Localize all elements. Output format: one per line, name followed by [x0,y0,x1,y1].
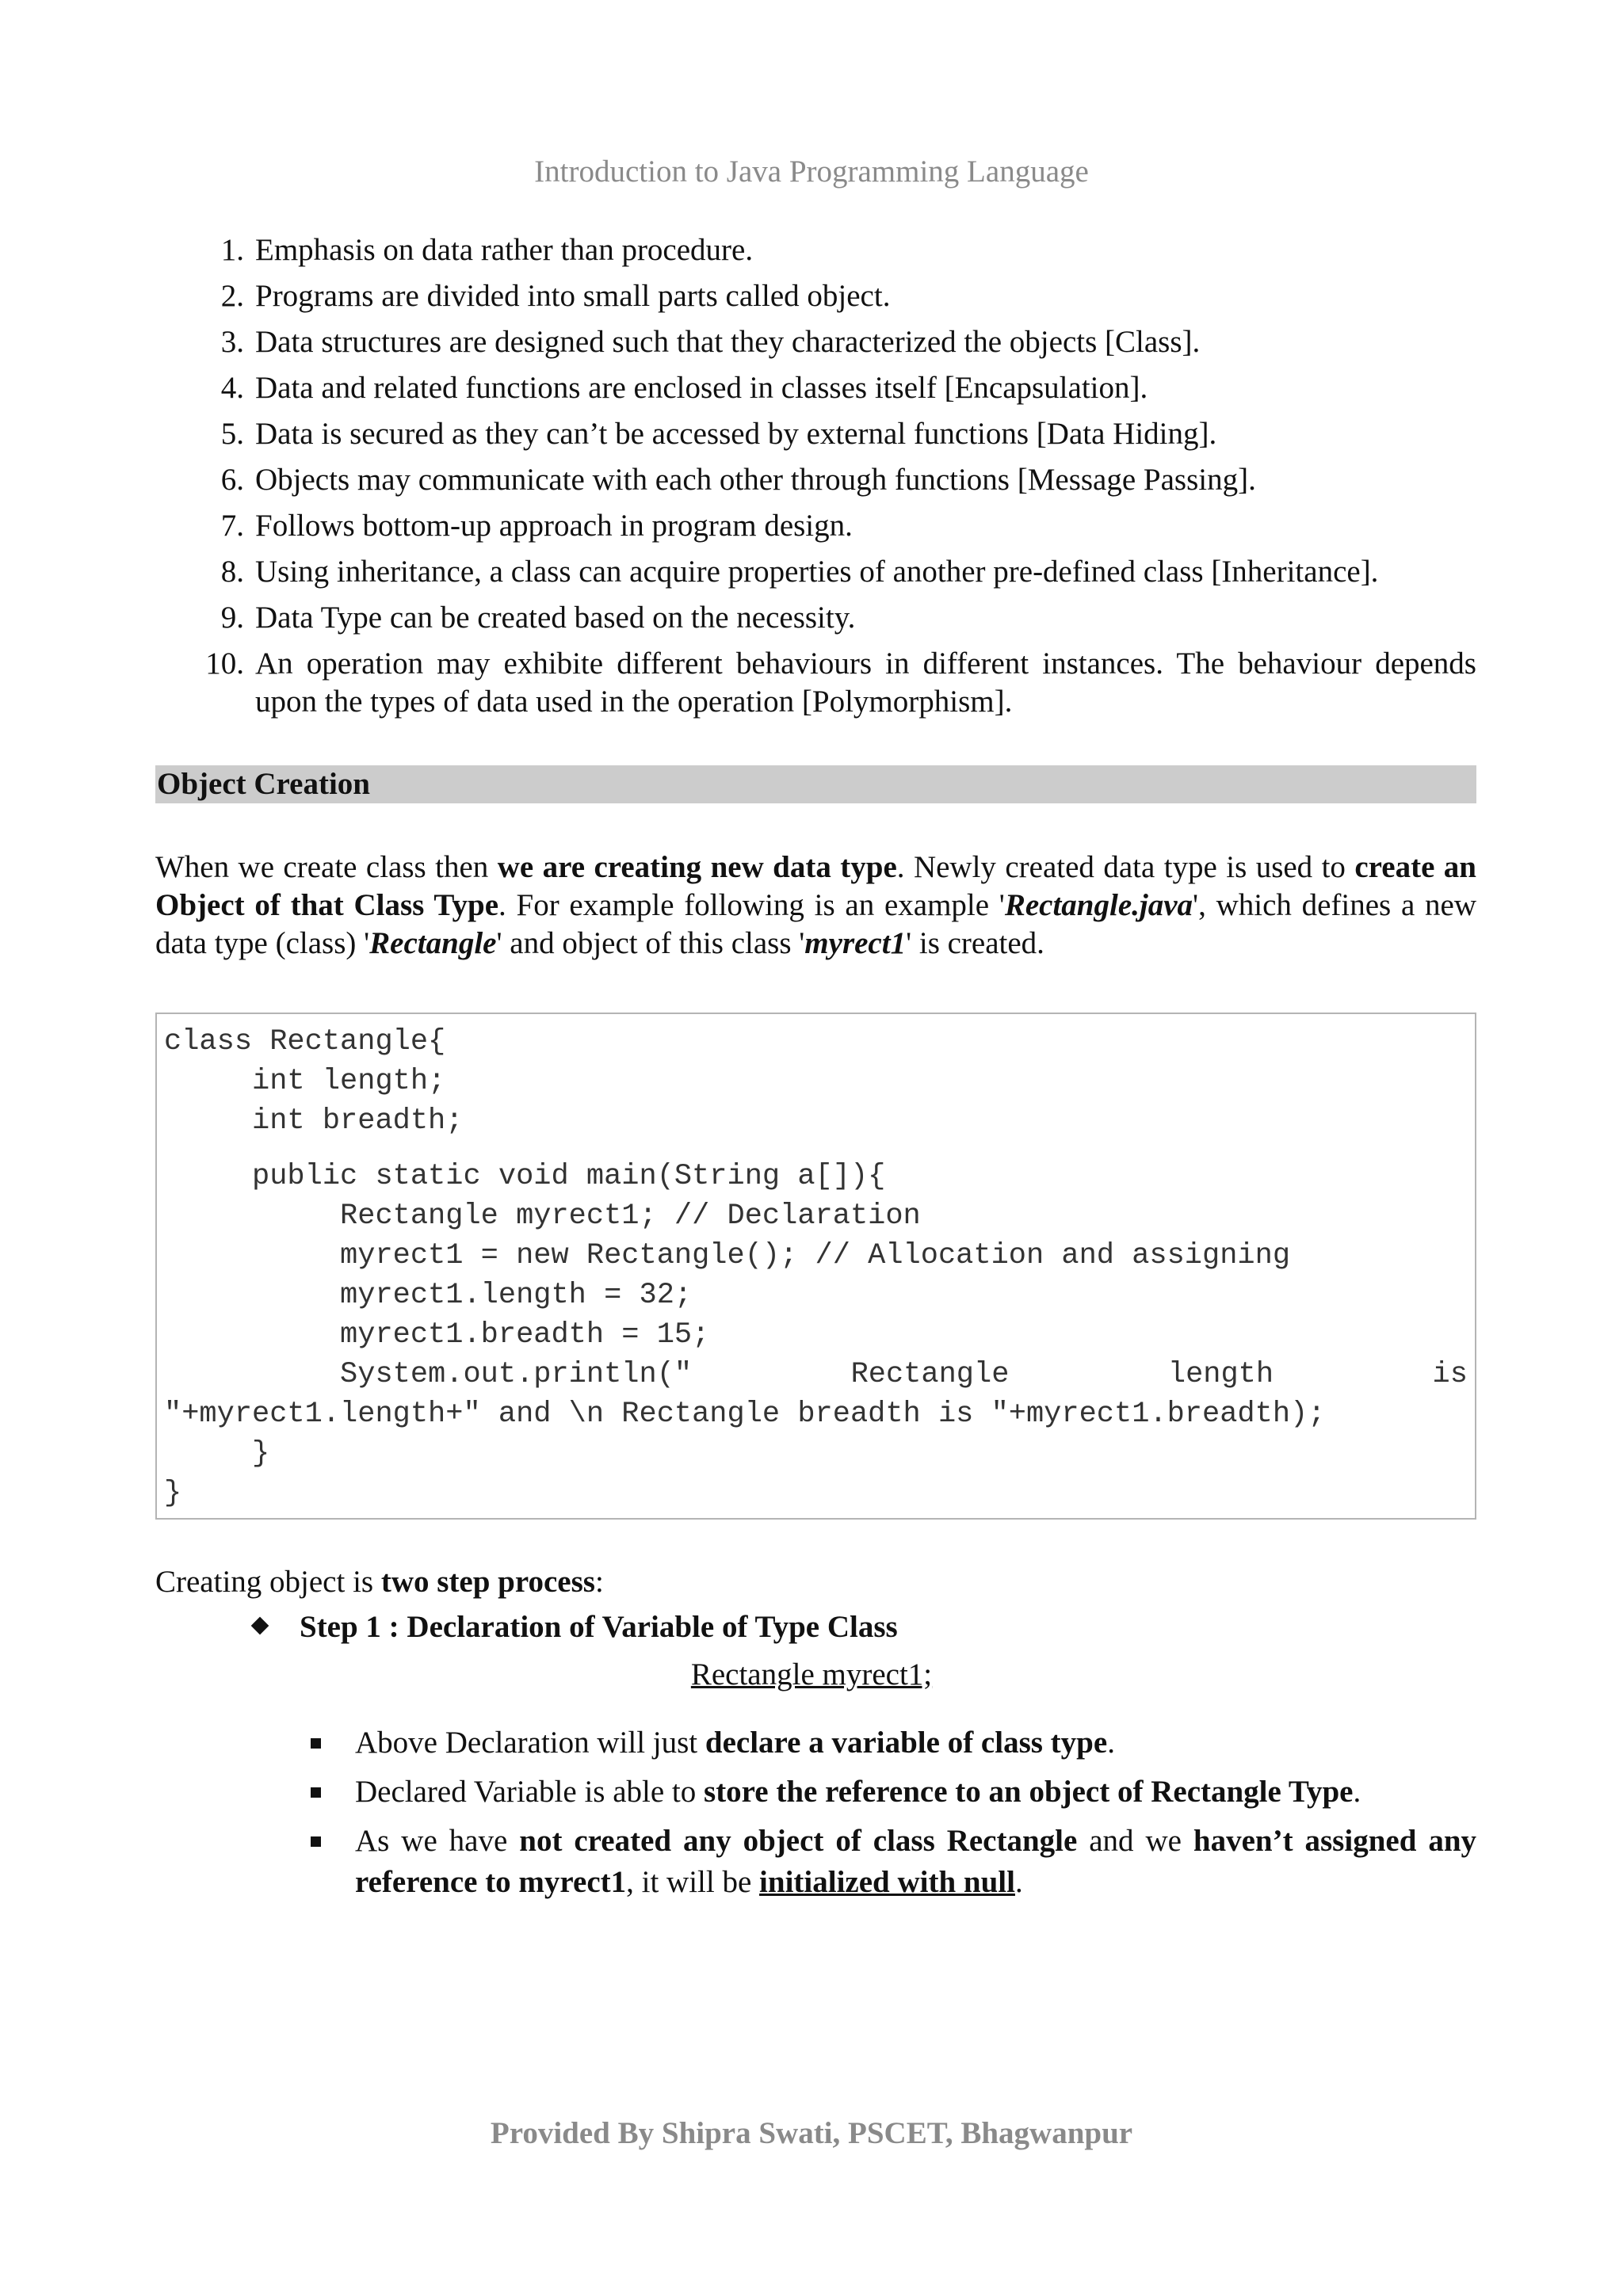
list-item-text: Data is secured as they can’t be accessed by external functions [Data Hiding]. [255,417,1217,451]
text-run: . [1107,1726,1115,1760]
code-token: System.out.println(" [164,1358,693,1391]
list-item [155,461,1476,499]
bold-text: declare a variable of class type [705,1726,1108,1760]
list-number: 10. [205,646,244,681]
text-run: Creating object is [155,1565,381,1599]
code-line [164,1355,1468,1394]
list-item-text: An operation may exhibite different behaviours in different instances. The behaviour depends upon the types of data used in the operation [Polymorphism]. [255,646,1476,719]
bullet-list [306,1722,1476,1911]
square-bullet-icon [311,1836,321,1847]
process-paragraph [155,1563,604,1601]
list-number: 1. [220,233,244,267]
code-line: } [164,1477,182,1510]
square-bullet-icon [311,1738,321,1749]
list-item [155,507,1476,545]
list-item [155,553,1476,591]
list-item [155,645,1476,721]
bold-italic-text: Rectangle.java [1004,888,1193,922]
list-item [306,1722,1476,1764]
bold-text: not created any object of class Rectangle [519,1824,1078,1858]
list-item [306,1821,1476,1903]
text-run: . Newly created data type is used to [896,850,1355,884]
feature-list [155,231,1476,729]
list-item [306,1772,1476,1813]
list-item [155,323,1476,361]
code-line: } [164,1437,270,1470]
list-item-text: Data structures are designed such that they characterized the objects [Class]. [255,325,1201,359]
list-item [155,277,1476,315]
text-run: . [1014,1865,1023,1899]
list-item [155,599,1476,637]
list-item-text: Using inheritance, a class can acquire properties of another pre-defined class [Inheritance]. [255,555,1379,589]
list-item [155,231,1476,269]
code-token: Rectangle [850,1358,1010,1391]
text-run: Above Declaration will just [355,1726,705,1760]
list-number: 9. [220,601,244,635]
bold-text: two step process [380,1565,595,1599]
step-title: Step 1 : Declaration of Variable of Type Class [300,1610,898,1644]
bold-underlined-text: initialized with null [759,1865,1015,1899]
list-item-text: Follows bottom-up approach in program design. [255,509,853,543]
text-run: , it will be [626,1865,760,1899]
text-run: ' and object of this class ' [496,926,805,960]
text-run: Declared Variable is able to [355,1775,705,1809]
list-number: 7. [220,509,244,543]
list-item-text: Data and related functions are enclosed in classes itself [Encapsulation]. [255,371,1148,405]
list-item-text: Objects may communicate with each other through functions [Message Passing]. [255,463,1256,497]
list-number: 6. [220,463,244,497]
list-item [155,415,1476,453]
bold-italic-text: Rectangle [369,926,497,960]
code-line: "+myrect1.length+" and \n Rectangle breadth is "+myrect1.breadth); [164,1398,1326,1431]
text-run: and we [1077,1824,1193,1858]
code-line: int length; [164,1065,446,1098]
bold-text: haven’t assigned any reference to myrect1 [355,1824,1477,1899]
text-run: : [594,1565,604,1599]
bold-italic-text: myrect1 [804,926,907,960]
list-number: 5. [220,417,244,451]
code-line: myrect1.breadth = 15; [164,1318,710,1352]
bold-text: create an Object of that Class Type [155,850,1476,922]
step-heading [254,1608,898,1646]
text-run: ', which defines a new data type (class) ' [155,888,1477,960]
square-bullet-icon [311,1787,321,1798]
text-run: When we create class then [155,850,498,884]
code-line: myrect1 = new Rectangle(); // Allocation and assigning [164,1239,1291,1272]
code-line: public static void main(String a[]){ [164,1160,886,1193]
list-number: 4. [220,371,244,405]
code-token: length [1167,1358,1274,1391]
list-item-text: Emphasis on data rather than procedure. [255,233,754,267]
list-number: 3. [220,325,244,359]
declaration-example: Rectangle myrect1; [690,1657,933,1691]
text-run: . [1353,1775,1361,1809]
code-line: myrect1.length = 32; [164,1279,693,1312]
code-line: class Rectangle{ [164,1025,446,1058]
bold-text: store the reference to an object of Rectangle Type [704,1775,1354,1809]
list-item-text: Data Type can be created based on the necessity. [255,601,856,635]
code-line: int breadth; [164,1104,464,1138]
list-number: 2. [220,279,244,313]
list-item [155,369,1476,407]
intro-paragraph [155,849,1476,963]
section-heading: Object Creation [155,765,1476,803]
bold-text: we are creating new data type [497,850,897,884]
text-run: . For example following is an example ' [498,888,1005,922]
page-header: Introduction to Java Programming Language [534,154,1089,189]
list-item-text: Programs are divided into small parts called object. [255,279,891,313]
page-footer: Provided By Shipra Swati, PSCET, Bhagwanpur [490,2116,1133,2150]
code-block [155,1013,1476,1520]
text-run: As we have [355,1824,520,1858]
code-token: is [1432,1358,1468,1391]
code-line: Rectangle myrect1; // Declaration [164,1199,921,1233]
text-run: ' is created. [906,926,1044,960]
diamond-bullet-icon [251,1617,269,1635]
list-number: 8. [220,555,244,589]
